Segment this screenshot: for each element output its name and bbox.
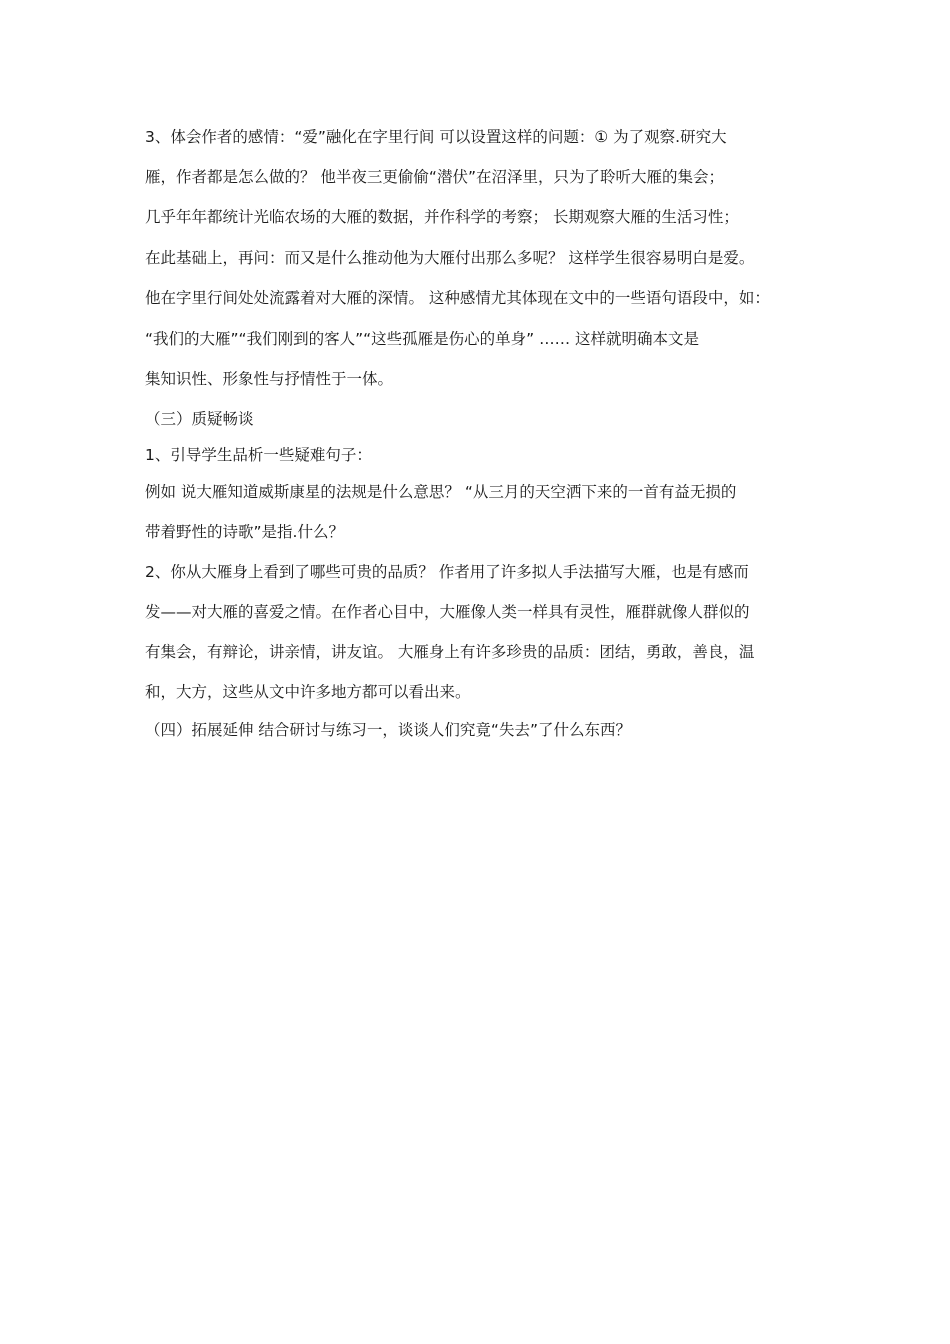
paragraph-line: 发——对大雁的喜爱之情。在作者心目中，大雁像人类一样具有灵性，雁群就像人群似的	[145, 603, 750, 621]
section-heading: （四）拓展延伸 结合研讨与练习一，谈谈人们究竟“失去”了什么东西？	[145, 721, 631, 739]
paragraph-line: 集知识性、形象性与抒情性于一体。	[145, 370, 394, 388]
section-heading: （三）质疑畅谈	[145, 410, 254, 428]
paragraph-line: “我们的大雁”“我们刚到的客人”“这些孤雁是伤心的单身” …… 这样就明确本文是	[145, 330, 700, 348]
paragraph-line: 例如 说大雁知道威斯康星的法规是什么意思？ “从三月的天空洒下来的一首有益无损的	[145, 483, 737, 501]
paragraph-line: 2、你从大雁身上看到了哪些可贵的品质？ 作者用了许多拟人手法描写大雁，也是有感而	[145, 563, 749, 581]
paragraph-line: 几乎年年都统计光临农场的大雁的数据，并作科学的考察； 长期观察大雁的生活习性；	[145, 208, 739, 226]
paragraph-line: 他在字里行间处处流露着对大雁的深情。 这种感情尤其体现在文中的一些语句语段中，如：	[145, 289, 770, 307]
paragraph-line: 带着野性的诗歌”是指.什么？	[145, 523, 344, 541]
paragraph-line: 有集会，有辩论，讲亲情，讲友谊。 大雁身上有许多珍贵的品质：团结，勇敢，善良，温	[145, 643, 755, 661]
paragraph-line: 在此基础上，再问：而又是什么推动他为大雁付出那么多呢？ 这样学生很容易明白是爱。	[145, 249, 755, 267]
paragraph-line: 雁，作者都是怎么做的？ 他半夜三更偷偷“潜伏”在沼泽里，只为了聆听大雁的集会；	[145, 168, 724, 186]
paragraph-line: 3、体会作者的感情：“爱”融化在字里行间 可以设置这样的问题：① 为了观察.研究大	[145, 128, 727, 146]
paragraph-line: 1、引导学生品析一些疑难句子：	[145, 446, 372, 464]
paragraph-line: 和，大方，这些从文中许多地方都可以看出来。	[145, 683, 471, 701]
